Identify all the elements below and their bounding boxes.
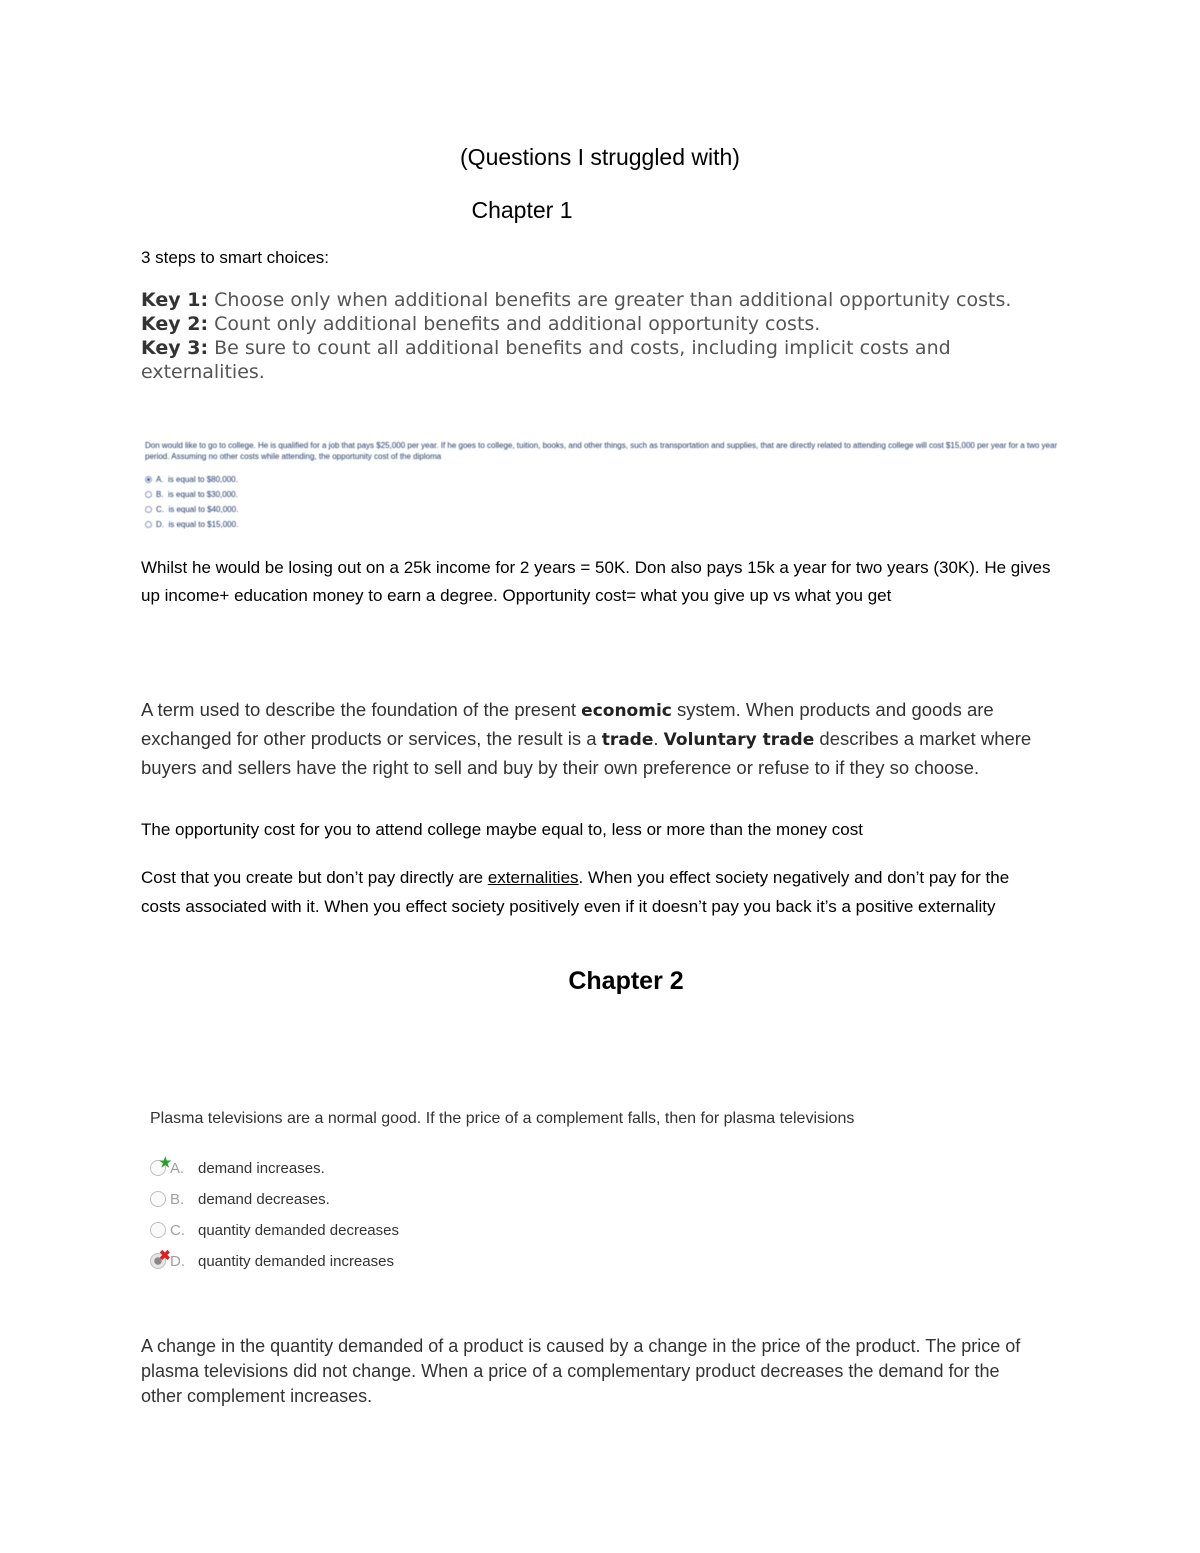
quiz2-option-b[interactable] bbox=[150, 1189, 330, 1209]
radio-icon bbox=[145, 491, 152, 498]
option-letter: C. bbox=[170, 1221, 185, 1239]
term-text-3: . bbox=[653, 728, 664, 749]
option-text: is equal to $40,000. bbox=[168, 505, 239, 514]
quiz2-option-c[interactable] bbox=[150, 1220, 399, 1240]
option-letter: B. bbox=[156, 490, 164, 499]
keys-block bbox=[141, 288, 1041, 384]
ext-text-1: Cost that you create but don’t pay directly are bbox=[141, 868, 488, 887]
option-letter: C. bbox=[156, 505, 164, 514]
key-2 bbox=[141, 312, 1041, 336]
quiz2-question: Plasma televisions are a normal good. If the price of a complement falls, then for plasma televisions bbox=[150, 1110, 855, 1127]
option-text: is equal to $80,000. bbox=[168, 475, 238, 484]
term-bold-voluntary-trade: Voluntary trade bbox=[663, 730, 815, 750]
chapter-2-heading: Chapter 2 bbox=[568, 967, 684, 995]
key-1-label: Key 1 bbox=[141, 289, 201, 311]
option-letter: B. bbox=[170, 1190, 185, 1208]
quiz1-option-c[interactable] bbox=[145, 502, 1065, 517]
option-text: demand decreases. bbox=[198, 1190, 330, 1208]
option-text: demand increases. bbox=[198, 1159, 325, 1177]
term-bold-trade: trade bbox=[601, 730, 654, 750]
radio-icon bbox=[150, 1222, 166, 1238]
quiz1-question: Don would like to go to college. He is qualified for a job that pays $25,000 per year. If he goes to college, tuition, books, and other things, such as transportation and supplies, that are directly related to attending college will cost $15,000 per year for a two year period. Assuming no other costs while attending, the opportunity cost of the diploma bbox=[145, 441, 1058, 461]
quiz1-option-a[interactable] bbox=[145, 472, 1065, 487]
radio-icon bbox=[145, 521, 152, 528]
wrong-x-icon: ✖ bbox=[159, 1247, 171, 1263]
radio-selected-icon bbox=[150, 1247, 171, 1269]
quiz-screenshot-2 bbox=[150, 1110, 910, 1280]
radio-icon bbox=[150, 1154, 172, 1176]
paragraph-term bbox=[141, 696, 1046, 781]
key-3-label: Key 3: bbox=[141, 337, 209, 359]
radio-selected-icon bbox=[145, 476, 152, 483]
steps-heading: 3 steps to smart choices: bbox=[141, 248, 330, 267]
key-1-sep: : bbox=[200, 289, 209, 311]
paragraph-externalities bbox=[141, 863, 1041, 921]
ext-underline-externalities: externalities bbox=[487, 868, 579, 887]
correct-star-icon: ★ bbox=[159, 1154, 172, 1170]
chapter-1-heading: Chapter 1 bbox=[471, 197, 573, 223]
quiz-screenshot-1 bbox=[145, 440, 1065, 535]
option-text: quantity demanded increases bbox=[198, 1252, 394, 1270]
quiz1-option-d[interactable] bbox=[145, 517, 1065, 532]
option-letter: A. bbox=[156, 475, 164, 484]
term-bold-economic: economic bbox=[581, 701, 672, 721]
paragraph-opportunity: The opportunity cost for you to attend college maybe equal to, less or more than the money cost bbox=[141, 820, 863, 839]
key-2-text: Count only additional benefits and additional opportunity costs. bbox=[208, 313, 821, 335]
ext-text-2: . When you effect society negatively and don’t pay for the costs associated with it. When you effect society positively even if it doesn’t pay you back it’s a positive externality bbox=[141, 868, 1010, 916]
key-1 bbox=[141, 288, 1041, 312]
option-letter: A. bbox=[170, 1159, 185, 1177]
key-3 bbox=[141, 336, 1041, 384]
option-letter: D. bbox=[170, 1252, 185, 1270]
option-text: quantity demanded decreases bbox=[198, 1221, 399, 1239]
paragraph-change: A change in the quantity demanded of a product is caused by a change in the price of the product. The price of plasma televisions did not change. When a price of a complementary product decreases the demand for the other complement increases. bbox=[141, 1336, 1021, 1406]
document-title: (Questions I struggled with) bbox=[460, 144, 740, 170]
option-letter: D. bbox=[156, 520, 164, 529]
term-text-1: A term used to describe the foundation of the present bbox=[141, 699, 582, 720]
term-text-2: system. When products and goods are exchanged for other products or services, the result is a bbox=[141, 699, 994, 749]
quiz2-option-a[interactable] bbox=[150, 1154, 325, 1178]
radio-icon bbox=[145, 506, 152, 513]
quiz1-option-b[interactable] bbox=[145, 487, 1065, 502]
paragraph-whilst: Whilst he would be losing out on a 25k income for 2 years = 50K. Don also pays 15k a year for two years (30K). He gives up income+ education money to earn a degree. Opportunity cost= what you give up vs what you get bbox=[141, 558, 1051, 605]
radio-icon bbox=[150, 1191, 166, 1207]
option-text: is equal to $30,000. bbox=[168, 490, 238, 499]
quiz2-option-d[interactable] bbox=[150, 1247, 394, 1271]
key-3-text: Be sure to count all additional benefits and costs, including implicit costs and externalities. bbox=[141, 337, 951, 383]
key-1-text: Choose only when additional benefits are greater than additional opportunity costs. bbox=[208, 289, 1012, 311]
option-text: is equal to $15,000. bbox=[168, 520, 239, 529]
key-2-label: Key 2: bbox=[141, 313, 209, 335]
term-text-4: describes a market where buyers and sellers have the right to sell and buy by their own preference or refuse to if they so choose. bbox=[141, 728, 1032, 778]
